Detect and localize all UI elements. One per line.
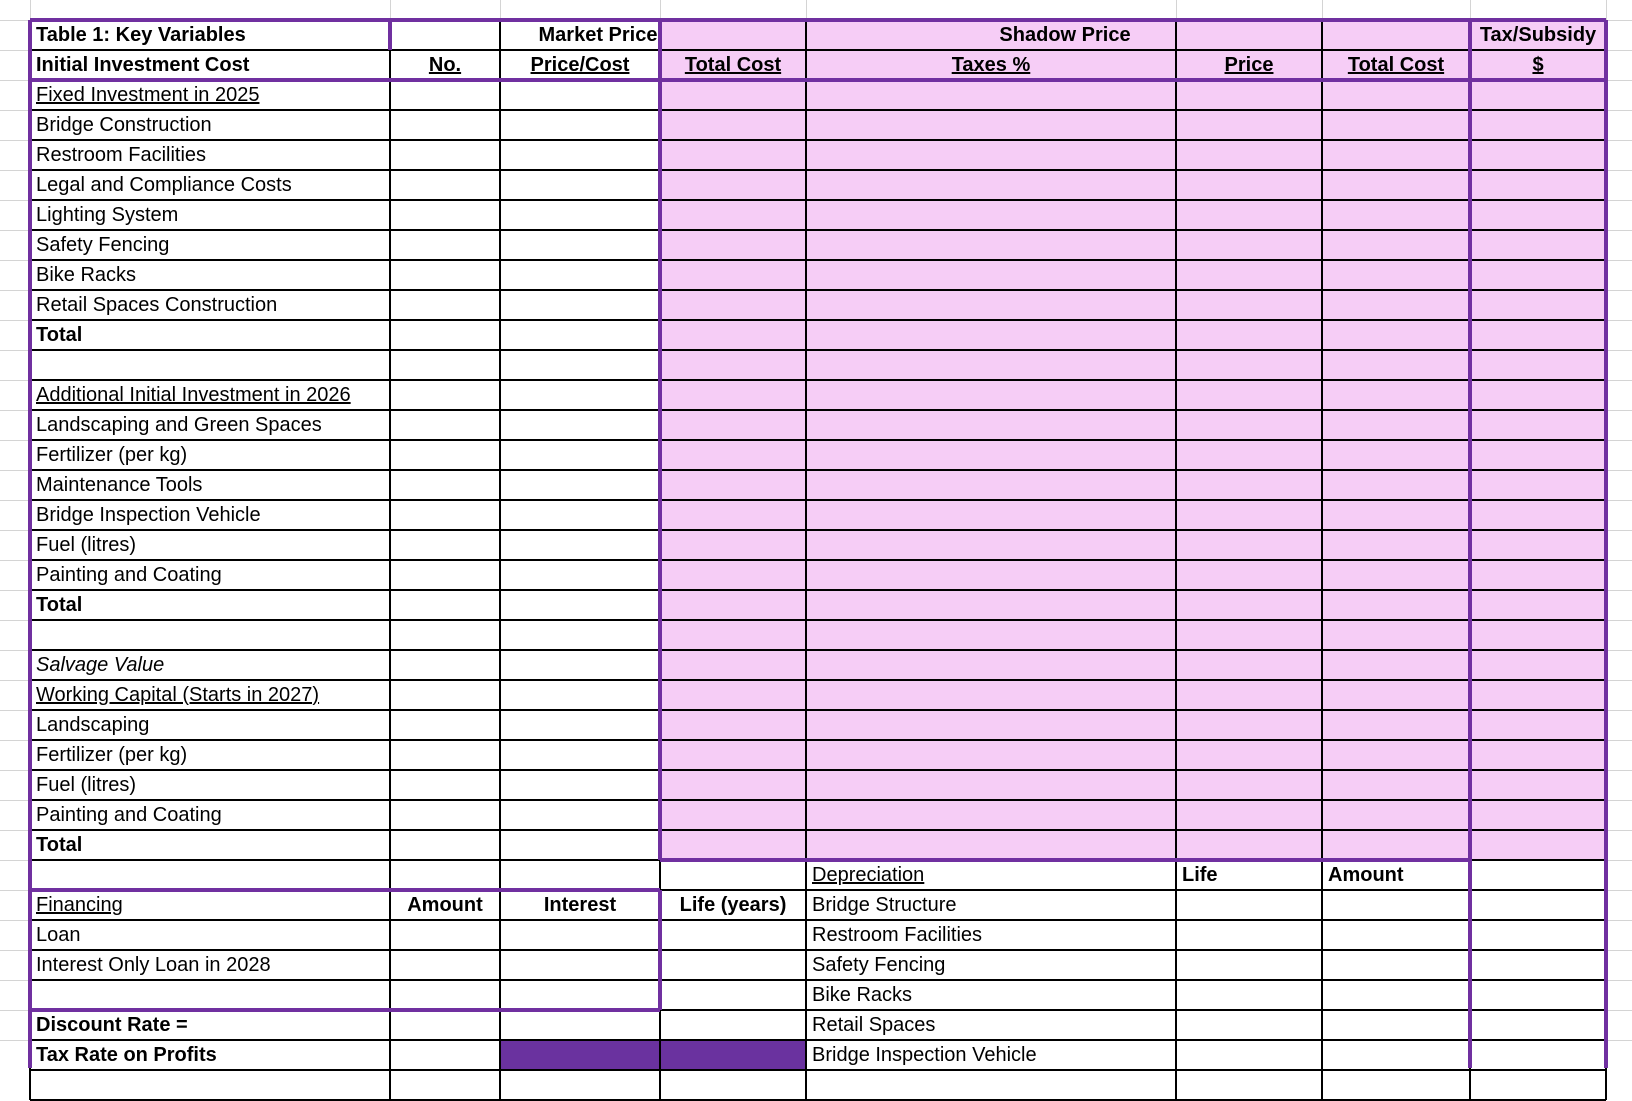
initial-investment-cost-label: Initial Investment Cost bbox=[36, 54, 250, 76]
dollar-column-header: $ bbox=[1532, 54, 1544, 76]
row-label: Fuel (litres) bbox=[36, 774, 137, 796]
row-label: Painting and Coating bbox=[36, 804, 222, 826]
total-cost-column-header: Total Cost bbox=[684, 54, 782, 76]
depreciation-item: Bridge Inspection Vehicle bbox=[812, 1044, 1037, 1066]
depreciation-item: Bridge Structure bbox=[812, 894, 957, 916]
row-label: Maintenance Tools bbox=[36, 474, 203, 496]
row-label: Painting and Coating bbox=[36, 564, 222, 586]
depreciation-amount-header: Amount bbox=[1328, 864, 1404, 886]
purple-border bbox=[658, 20, 662, 860]
depreciation-title: Depreciation bbox=[812, 864, 925, 886]
taxes-percent-column-header: Taxes % bbox=[951, 54, 1031, 76]
depreciation-item: Restroom Facilities bbox=[812, 924, 983, 946]
financing-amount-header: Amount bbox=[407, 894, 483, 916]
row-label: Legal and Compliance Costs bbox=[36, 174, 292, 196]
row-label: Restroom Facilities bbox=[36, 144, 207, 166]
cell-border-vertical bbox=[1321, 20, 1323, 1100]
row-label bbox=[31, 860, 389, 890]
row-label: Salvage Value bbox=[36, 654, 165, 676]
row-label: Lighting System bbox=[36, 204, 179, 226]
row-label: Discount Rate = bbox=[36, 1014, 188, 1036]
row-label: Loan bbox=[36, 924, 81, 946]
shadow-price-header: Shadow Price bbox=[999, 24, 1131, 46]
row-label: Landscaping and Green Spaces bbox=[36, 414, 322, 436]
row-label: Fuel (litres) bbox=[36, 534, 137, 556]
row-label: Fixed Investment in 2025 bbox=[36, 84, 260, 106]
row-label: Fertilizer (per kg) bbox=[36, 444, 188, 466]
row-label: Interest Only Loan in 2028 bbox=[36, 954, 271, 976]
no-column-header: No. bbox=[428, 54, 462, 76]
purple-border bbox=[1604, 20, 1608, 1068]
purple-border bbox=[1468, 20, 1472, 1068]
shadow-price-column-header: Price bbox=[1224, 54, 1274, 76]
cell-border-vertical bbox=[1175, 20, 1177, 1100]
depreciation-item: Safety Fencing bbox=[812, 954, 946, 976]
row-label bbox=[31, 620, 389, 650]
row-label: Landscaping bbox=[36, 714, 150, 736]
row-label: Total bbox=[36, 834, 83, 856]
row-label bbox=[31, 980, 389, 1010]
price-cost-column-header: Price/Cost bbox=[530, 54, 630, 76]
row-label: Working Capital (Starts in 2027) bbox=[36, 684, 320, 706]
cell-border-vertical bbox=[389, 20, 391, 1100]
row-label: Bridge Inspection Vehicle bbox=[36, 504, 261, 526]
depreciation-item: Bike Racks bbox=[812, 984, 913, 1006]
cell-border-vertical bbox=[499, 20, 501, 1100]
depreciation-item: Retail Spaces bbox=[812, 1014, 936, 1036]
row-label: Financing bbox=[36, 894, 123, 916]
row-label: Additional Initial Investment in 2026 bbox=[36, 384, 351, 406]
row-label: Tax Rate on Profits bbox=[36, 1044, 217, 1066]
tax-subsidy-header: Tax/Subsidy bbox=[1479, 24, 1597, 46]
tax-rate-dark-cell bbox=[660, 1040, 806, 1070]
shadow-total-cost-column-header: Total Cost bbox=[1347, 54, 1445, 76]
row-label: Bridge Construction bbox=[36, 114, 212, 136]
row-label: Bike Racks bbox=[36, 264, 137, 286]
row-label: Fertilizer (per kg) bbox=[36, 744, 188, 766]
market-price-header: Market Price bbox=[538, 24, 658, 46]
financing-interest-header: Interest bbox=[543, 894, 617, 916]
depreciation-life-header: Life bbox=[1182, 864, 1218, 886]
row-label bbox=[31, 350, 389, 380]
row-label: Safety Fencing bbox=[36, 234, 170, 256]
tax-rate-dark-cell bbox=[500, 1040, 660, 1070]
financing-life-header: Life (years) bbox=[679, 894, 787, 916]
row-label: Retail Spaces Construction bbox=[36, 294, 278, 316]
table-title: Table 1: Key Variables bbox=[36, 24, 246, 46]
row-label: Total bbox=[36, 594, 83, 616]
row-label: Total bbox=[36, 324, 83, 346]
